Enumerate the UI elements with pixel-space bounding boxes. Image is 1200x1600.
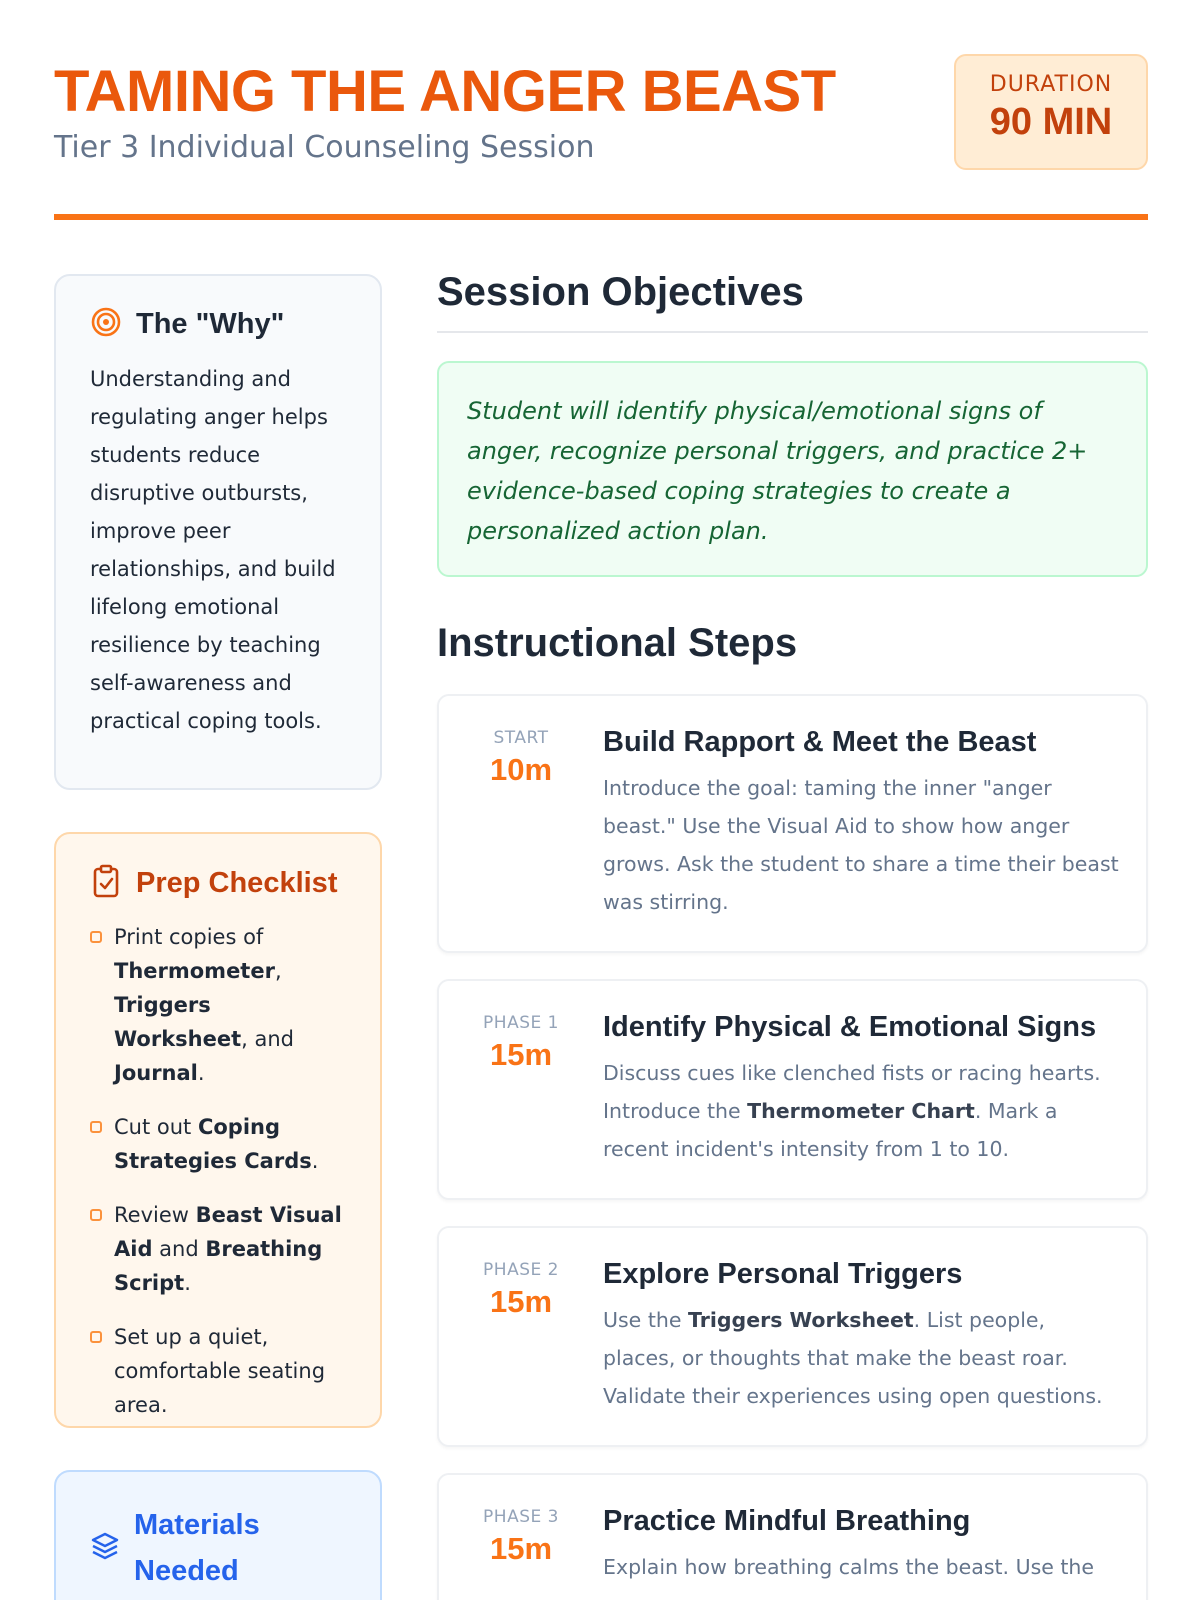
checklist-item-text: Print copies of: [114, 925, 264, 949]
materials-title: Materials Needed: [134, 1509, 260, 1587]
step-minutes: 15m: [489, 1284, 553, 1319]
sidebar: [54, 274, 382, 1600]
checklist-item-bold: Thermometer: [114, 959, 275, 983]
materials-card: [54, 1470, 382, 1600]
checklist-item-bold: Coping Strategies Cards: [114, 1115, 312, 1173]
layers-icon: [90, 1531, 120, 1565]
step-body: [603, 1505, 1120, 1586]
step-title: Practice Mindful Breathing: [603, 1505, 971, 1537]
checklist-item-label: [114, 1320, 346, 1422]
step-phase: PHASE 2: [483, 1260, 559, 1280]
checklist-item-bold: Breathing Script: [114, 1237, 323, 1295]
step-phase: START: [493, 728, 549, 748]
step-time: [439, 1258, 603, 1415]
checklist-item: [90, 1110, 346, 1178]
step-description-text: Discuss cues like clenched fists or racing hearts. Introduce the: [603, 1061, 1101, 1123]
main-content: [437, 270, 1148, 1600]
step-description: [603, 1054, 1120, 1168]
checklist-item-text: .: [311, 1149, 319, 1173]
step-description-text: Explain how breathing calms the beast. Use the: [603, 1555, 1095, 1579]
checkbox-icon[interactable]: [90, 931, 102, 943]
page-title: TAMING THE ANGER BEAST: [54, 59, 836, 124]
why-title: The "Why": [136, 307, 285, 340]
checklist-item-label: [114, 920, 346, 1090]
step-description-bold: Triggers Worksheet: [687, 1308, 914, 1332]
target-icon: [90, 306, 122, 342]
steps-heading: Instructional Steps: [437, 621, 798, 665]
why-text: Understanding and regulating anger helps students reduce disruptive outbursts, improve peer relationships, and build lifelong emotional resilience by teaching self-awareness and practical coping tools.: [90, 367, 336, 733]
prep-checklist-card: [54, 832, 382, 1428]
prep-title: Prep Checklist: [136, 866, 338, 899]
step-phase: PHASE 3: [483, 1507, 559, 1527]
step-description-text: Use the: [603, 1308, 688, 1332]
checklist-item: [90, 1198, 346, 1300]
clipboard-check-icon: [90, 864, 122, 902]
page-subtitle: Tier 3 Individual Counseling Session: [54, 130, 595, 165]
duration-value: 90 MIN: [989, 101, 1113, 143]
checklist-item-text: .: [184, 1271, 191, 1295]
step-card: [437, 1473, 1148, 1600]
objective-text: Student will identify physical/emotional signs of anger, recognize personal triggers, and practice 2+ evidence-based coping strategies to create a personalized action plan.: [467, 397, 1088, 545]
checklist-item-text: .: [197, 1061, 205, 1085]
step-description-text: . Mark a recent incident's intensity from 1 to 10.: [603, 1099, 1058, 1161]
header-divider: [54, 214, 1148, 220]
step-body: [603, 1011, 1120, 1168]
why-card-header: [90, 306, 346, 342]
page-header: [54, 50, 1148, 222]
step-minutes: 15m: [489, 1037, 553, 1072]
checkbox-icon[interactable]: [90, 1209, 102, 1221]
step-minutes: 15m: [489, 1531, 553, 1566]
checklist-item-text: ,: [274, 959, 282, 983]
step-title: Identify Physical & Emotional Signs: [603, 1011, 1097, 1043]
step-card: [437, 1226, 1148, 1447]
checklist-item-label: [114, 1198, 346, 1300]
step-title: Explore Personal Triggers: [603, 1258, 963, 1290]
step-time: [439, 1505, 603, 1586]
step-phase: PHASE 1: [483, 1013, 559, 1033]
step-time: [439, 1011, 603, 1168]
checklist-item-text: , and: [241, 1027, 294, 1051]
objectives-heading: Session Objectives: [437, 270, 1148, 333]
checkbox-icon[interactable]: [90, 1121, 102, 1133]
objective-box: [437, 361, 1148, 577]
steps-list: [437, 694, 1148, 1600]
step-description-text: Introduce the goal: taming the inner "anger beast." Use the Visual Aid to show how anger grows. Ask the student to share a time their beast was stirring.: [603, 776, 1119, 914]
step-body: [603, 1258, 1120, 1415]
checklist-item-label: [114, 1110, 346, 1178]
checklist-item-bold: Journal: [114, 1061, 198, 1085]
why-card: [54, 274, 382, 790]
step-minutes: 10m: [489, 752, 553, 787]
prep-card-header: [90, 864, 346, 902]
step-card: [437, 694, 1148, 953]
checklist-item-bold: Beast Visual Aid: [114, 1203, 342, 1261]
duration-badge: [954, 54, 1148, 170]
checklist-item-text: Review: [114, 1203, 196, 1227]
step-body: [603, 726, 1120, 921]
prep-checklist: [90, 920, 346, 1422]
step-description: [603, 1301, 1120, 1415]
step-description-text: . List people, places, or thoughts that make the beast roar. Validate their experiences using open questions.: [603, 1308, 1103, 1408]
step-title: Build Rapport & Meet the Beast: [603, 726, 1037, 758]
step-description-bold: Thermometer Chart: [747, 1099, 975, 1123]
step-description: [603, 769, 1120, 921]
checklist-item-text: Cut out: [114, 1115, 198, 1139]
duration-label: DURATION: [989, 72, 1113, 97]
step-description: [603, 1548, 1120, 1586]
checklist-item: [90, 920, 346, 1090]
checklist-item-bold: Triggers Worksheet: [114, 993, 242, 1051]
step-card: [437, 979, 1148, 1200]
step-time: [439, 726, 603, 921]
checklist-item-text: and: [152, 1237, 206, 1261]
checkbox-icon[interactable]: [90, 1331, 102, 1343]
materials-card-header: [90, 1502, 346, 1594]
checklist-item: [90, 1320, 346, 1422]
checklist-item-text: Set up a quiet, comfortable seating area.: [114, 1325, 326, 1417]
